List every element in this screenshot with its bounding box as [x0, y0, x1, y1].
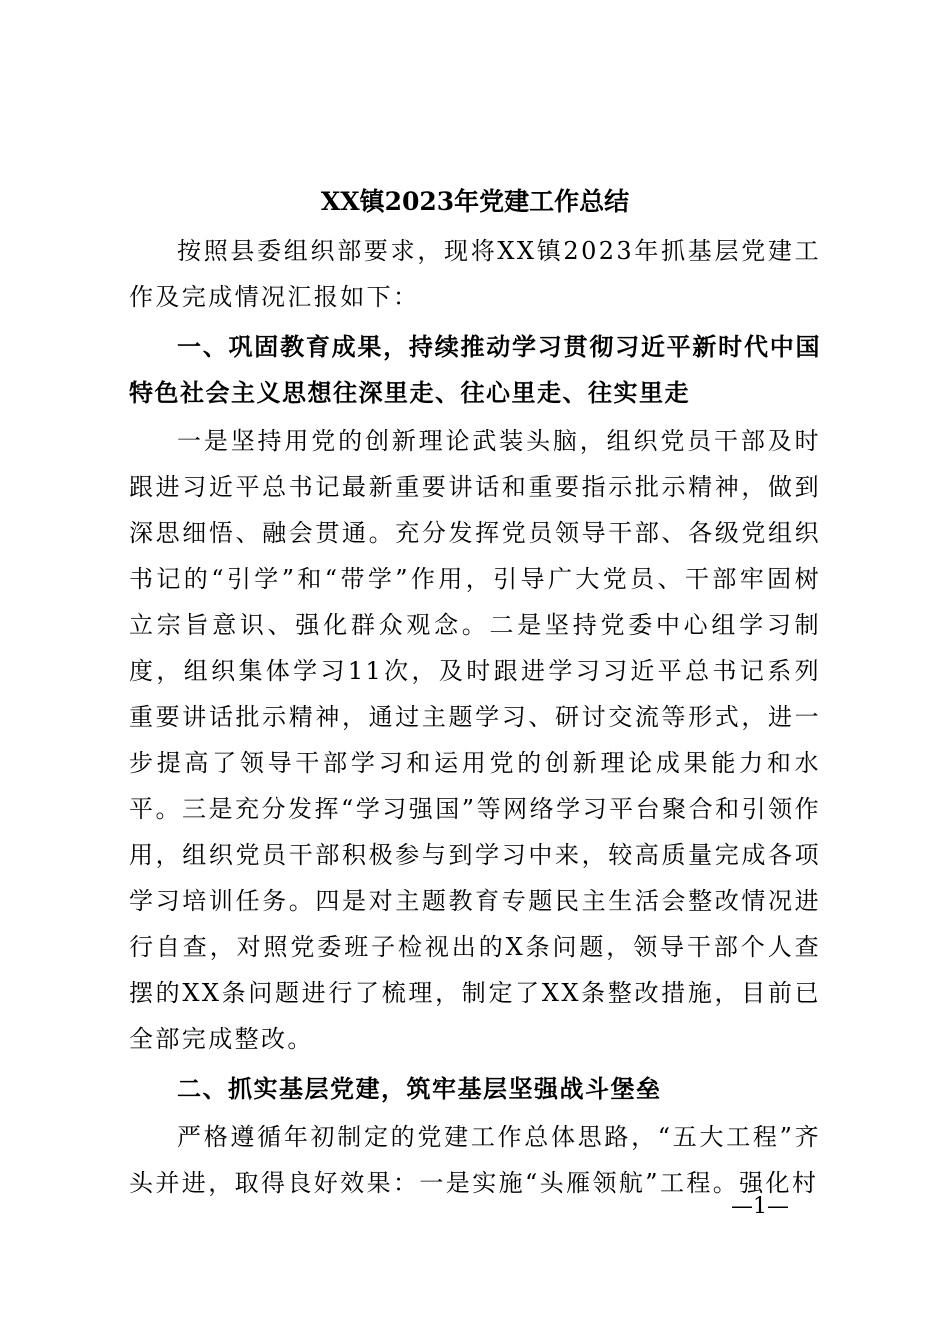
- section-2-body: 严格遵循年初制定的党建工作总体思路，“五大工程”齐头并进，取得良好效果：一是实施“头雁领航”工程。强化村: [129, 1123, 821, 1197]
- section-1-body: 一是坚持用党的创新理论武装头脑，组织党员干部及时跟进习近平总书记最新重要讲话和重要指示批示精神，做到深思细悟、融会贯通。充分发挥党员领导干部、各级党组织书记的“引学”和“带学”作用，引导广大党员、干部牢固树立宗旨意识、强化群众观念。二是坚持党委中心组学习制度，组织集体学习11次，及时跟进学习习近平总书记系列重要讲话批示精神，通过主题学习、研讨交流等形式，进一步提高了领导干部学习和运用党的创新理论成果能力和水平。三是充分发挥“学习强国”等网络学习平台聚合和引领作用，组织党员干部积极参与到学习中来，较高质量完成各项学习培训任务。四是对主题教育专题民主生活会整改情况进行自查，对照党委班子检视出的X条问题，领导干部个人查摆的XX条问题进行了梳理，制定了XX条整改措施，目前已全部完成整改。: [129, 427, 821, 1053]
- page-number: —1—: [731, 1194, 789, 1219]
- section-1-heading: 一、巩固教育成果，持续推动学习贯彻习近平新时代中国特色社会主义思想往深里走、往心里走、往实里走: [129, 333, 821, 407]
- document-title: XX镇2023年党建工作总结: [320, 187, 630, 216]
- intro-paragraph: 按照县委组织部要求，现将XX镇2023年抓基层党建工作及完成情况汇报如下：: [129, 237, 821, 311]
- section-2-heading: 二、抓实基层党建，筑牢基层坚强战斗堡垒: [177, 1075, 662, 1103]
- document-body: [129, 228, 821, 1206]
